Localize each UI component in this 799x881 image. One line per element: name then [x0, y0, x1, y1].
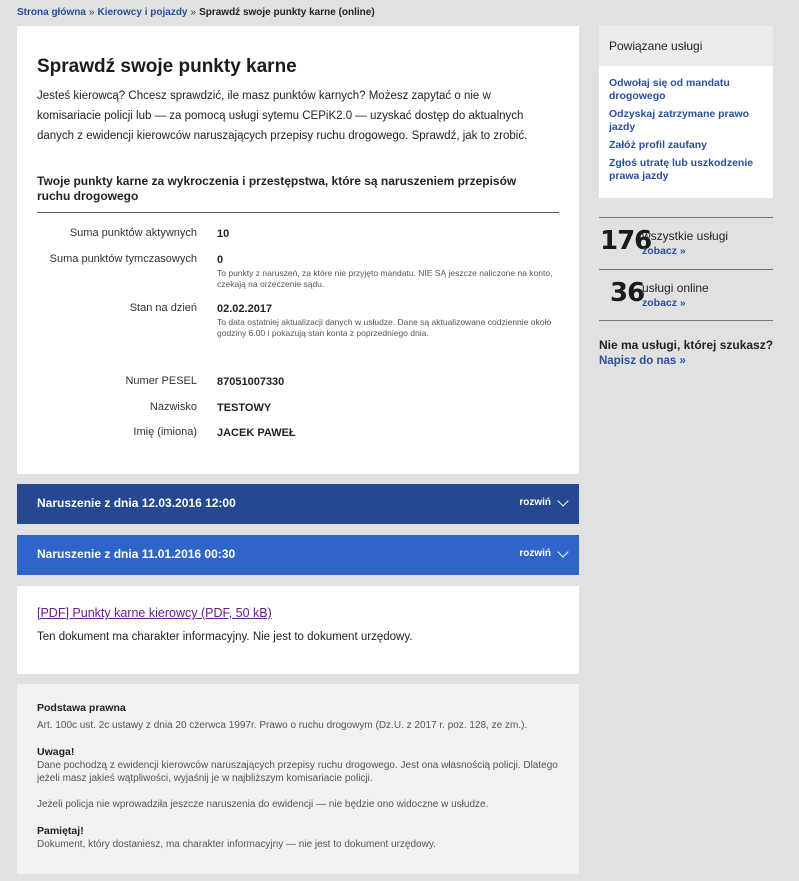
surname-value: TESTOWY: [217, 402, 272, 414]
legal-basis-heading: Podstawa prawna: [37, 702, 126, 714]
intro-text: Jesteś kierowcą? Chcesz sprawdzić, ile masz punktów karnych? Możesz zapytać o nie w komisariacie policji lub — za pomocą usługi sytemu CEPiK2.0 — uzyskać dostęp do aktualnych danych z ewidencji kierowców naruszających przepisy ruchu drogowego. Sprawdź, jak to zrobić.: [37, 90, 528, 142]
related-link-trusted-profile[interactable]: Załóż profil zaufany: [609, 139, 708, 151]
all-services-label: wszystkie usługi: [642, 229, 729, 243]
active-points-value: 10: [217, 228, 230, 240]
violation-accordion[interactable]: [17, 484, 579, 524]
first-names-label: Imię (imiona): [133, 426, 197, 438]
online-services-label: usługi online: [642, 281, 709, 295]
warning-heading: Uwaga!: [37, 746, 75, 758]
chevron-down-icon: [557, 546, 568, 557]
online-services-count: 36: [610, 278, 645, 308]
all-services-count: 176: [600, 226, 652, 256]
expand-toggle[interactable]: [519, 497, 567, 508]
violation-title: Naruszenie z dnia 12.03.2016 12:00: [37, 496, 236, 510]
legal-basis-text: Art. 100c ust. 2c ustawy z dnia 20 czerwca 1997r. Prawo o ruchu drogowym (Dz.U. z 2017 r. poz. 128, ze zm.).: [37, 720, 528, 731]
related-link-report-loss[interactable]: Zgłoś utratę lub uszkodzenie prawa jazdy: [609, 157, 754, 182]
pdf-note: Ten dokument ma charakter informacyjny. Nie jest to dokument urzędowy.: [37, 631, 413, 643]
breadcrumb-separator: »: [88, 7, 95, 18]
online-services-link[interactable]: zobacz »: [642, 297, 686, 309]
stats-divider: [599, 320, 773, 321]
related-link-appeal-ticket[interactable]: Odwołaj się od mandatu drogowego: [609, 77, 730, 102]
breadcrumb-category-link[interactable]: Kierowcy i pojazdy: [97, 7, 188, 18]
first-names-value: JACEK PAWEŁ: [217, 427, 296, 439]
status-date-label: Stan na dzień: [129, 302, 197, 314]
pesel-value: 87051007330: [217, 376, 285, 388]
status-date-note: To data ostatniej aktualizacji danych w usłudze. Dane są aktualizowane codziennie około godziny 6.00 i pokazują stan konta z poprzedniego dnia.: [217, 317, 552, 338]
contact-us-link[interactable]: Napisz do nas »: [599, 355, 686, 367]
related-services: [599, 26, 773, 198]
points-section-title: Twoje punkty karne za wykroczenia i przestępstwa, które są naruszeniem przepisów ruchu drogowego: [37, 174, 517, 203]
pesel-label: Numer PESEL: [125, 375, 197, 387]
related-services-header: [599, 26, 773, 66]
related-link-recover-license[interactable]: Odzyskaj zatrzymane prawo jazdy: [609, 108, 750, 133]
expand-toggle[interactable]: [519, 548, 567, 559]
remember-text: Dokument, który dostaniesz, ma charakter informacyjny — nie jest to dokument urzędowy.: [37, 839, 436, 850]
expand-label: rozwiń: [519, 497, 551, 508]
temp-points-value: 0: [217, 254, 224, 266]
stats-divider: [599, 217, 773, 218]
expand-label: rozwiń: [519, 548, 551, 559]
surname-label: Nazwisko: [149, 401, 197, 413]
temp-points-note: To punkty z naruszeń, za które nie przyjęto mandatu. NIE SĄ jeszcze naliczone na konto, czekają na orzeczenie sądu.: [217, 268, 553, 289]
page-title: Sprawdź swoje punkty karne: [37, 56, 297, 77]
points-card: [17, 26, 579, 474]
section-divider: [37, 212, 559, 213]
missing-service-question: Nie ma usługi, której szukasz?: [599, 338, 774, 352]
breadcrumb-home-link[interactable]: Strona główna: [17, 7, 86, 18]
breadcrumb-current: Sprawdź swoje punkty karne (online): [199, 7, 375, 18]
chevron-down-icon: [557, 495, 568, 506]
related-services-heading: Powiązane usługi: [609, 39, 703, 53]
breadcrumb-separator: »: [190, 7, 197, 18]
pdf-download-link[interactable]: [PDF] Punkty karne kierowcy (PDF, 50 kB): [37, 606, 272, 620]
legal-info-card: [17, 684, 579, 874]
stats-divider: [599, 269, 773, 270]
status-date-value: 02.02.2017: [217, 303, 273, 315]
violation-title: Naruszenie z dnia 11.01.2016 00:30: [37, 547, 236, 561]
temp-points-label: Suma punktów tymczasowych: [49, 253, 197, 265]
warning-text-2: Jeżeli policja nie wprowadziła jeszcze naruszenia do ewidencji — nie będzie ono widoczne w usłudze.: [37, 799, 489, 810]
pdf-card: [17, 586, 579, 674]
breadcrumb: [17, 7, 375, 18]
warning-text: Dane pochodzą z ewidencji kierowców naruszających przepisy ruchu drogowego. Jest ona własnością policji. Dlatego jeżeli masz jakieś wątpliwości, wyjaśnij je w najbliższym komisariacie policji.: [37, 760, 558, 784]
violation-accordion[interactable]: [17, 535, 579, 575]
active-points-label: Suma punktów aktywnych: [69, 227, 197, 239]
all-services-link[interactable]: zobacz »: [642, 245, 686, 257]
remember-heading: Pamiętaj!: [37, 825, 84, 837]
